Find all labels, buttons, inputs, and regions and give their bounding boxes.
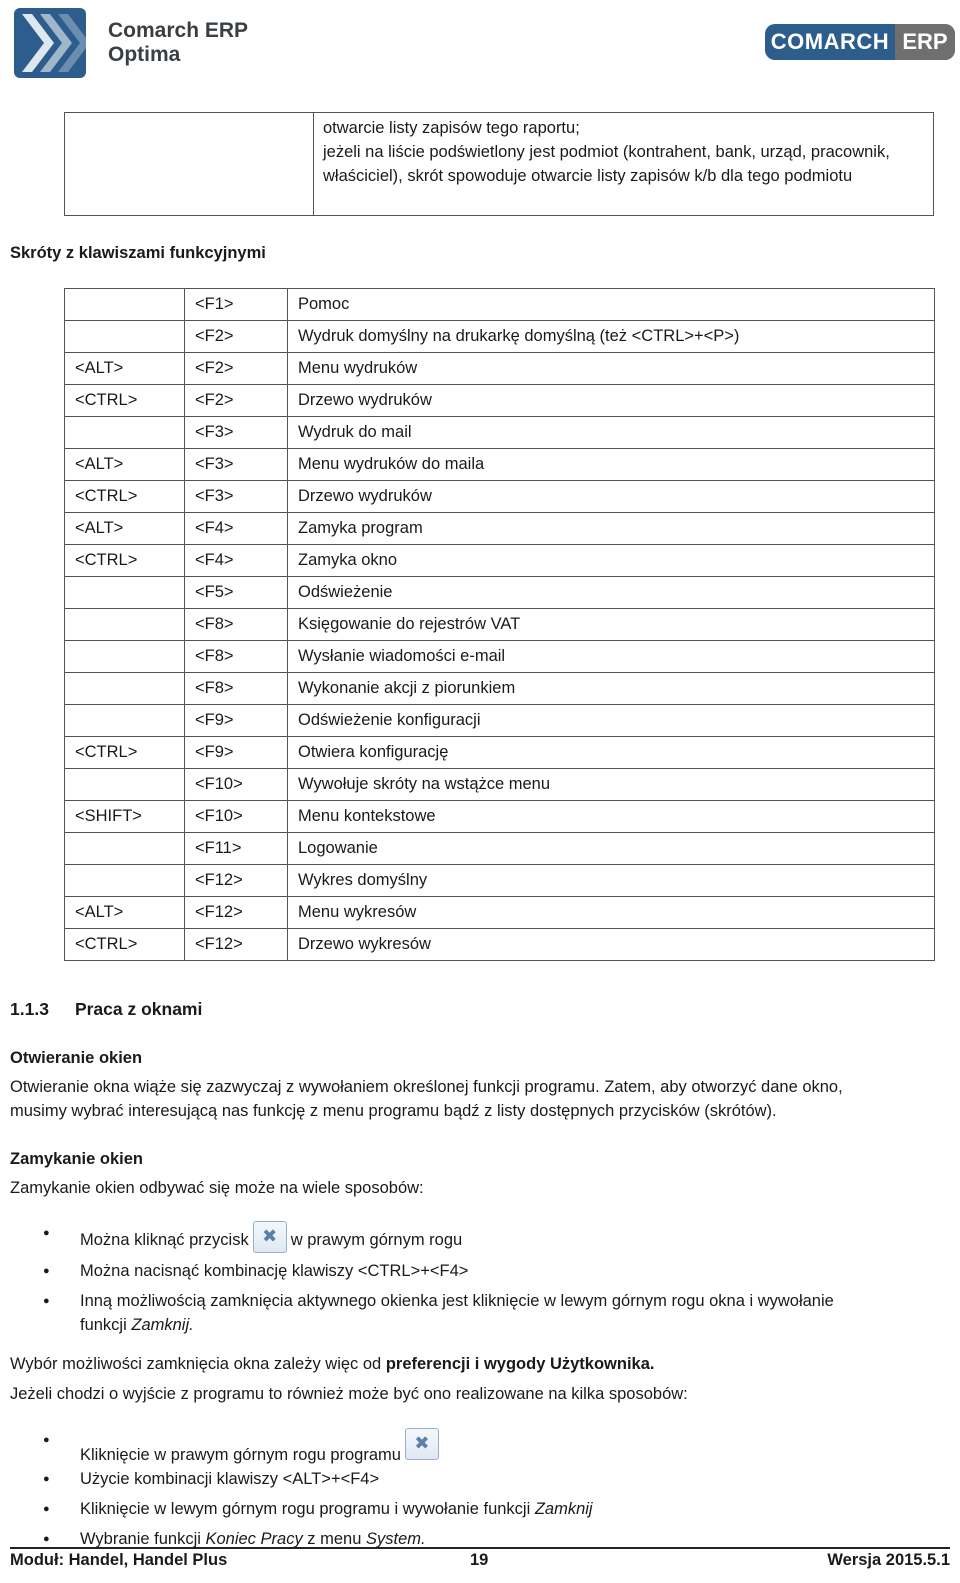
table-row bbox=[65, 673, 935, 705]
table-row bbox=[65, 833, 935, 865]
previous-row-line: otwarcie listy zapisów tego raportu; bbox=[323, 119, 580, 137]
shortcut-modifier bbox=[65, 833, 185, 865]
shortcut-key: <F9> bbox=[185, 737, 288, 769]
shortcut-description: Odświeżenie konfiguracji bbox=[288, 705, 935, 737]
opening-paragraph-line: musimy wybrać interesującą nas funkcję z menu programu bądź z listy dostępnych przycisków (skrótów). bbox=[10, 1102, 777, 1120]
list-item-emphasis: Zamknij bbox=[534, 1500, 593, 1518]
list-item: ● Można nacisnąć kombinację klawiszy <CTRL>+<F4> bbox=[40, 1259, 940, 1283]
shortcut-modifier: <CTRL> bbox=[65, 545, 185, 577]
shortcut-description: Menu wykresów bbox=[288, 897, 935, 929]
footer-module: Moduł: Handel, Handel Plus bbox=[10, 1551, 228, 1569]
list-item-text: Inną możliwością zamknięcia aktywnego okienka jest kliknięcie w lewym górnym rogu okna i wywołanie bbox=[80, 1292, 834, 1310]
shortcut-description: Odświeżenie bbox=[288, 577, 935, 609]
table-row bbox=[65, 865, 935, 897]
table-row bbox=[65, 481, 935, 513]
close-icon: ✖ bbox=[262, 1226, 278, 1246]
shortcut-description: Zamyka okno bbox=[288, 545, 935, 577]
shortcut-key: <F10> bbox=[185, 769, 288, 801]
shortcut-modifier bbox=[65, 577, 185, 609]
section-heading-fkeys: Skróty z klawiszami funkcyjnymi bbox=[10, 244, 266, 262]
shortcut-description: Wysłanie wiadomości e-mail bbox=[288, 641, 935, 673]
shortcut-key: <F4> bbox=[185, 513, 288, 545]
text-bold: preferencji i wygody Użytkownika. bbox=[385, 1355, 655, 1373]
table-row bbox=[65, 737, 935, 769]
page-footer bbox=[10, 1547, 950, 1573]
shortcut-key: <F12> bbox=[185, 929, 288, 961]
shortcut-key: <F2> bbox=[185, 321, 288, 353]
list-item-text: Wybranie funkcji bbox=[80, 1530, 206, 1548]
shortcut-key: <F3> bbox=[185, 417, 288, 449]
shortcut-description: Drzewo wykresów bbox=[288, 929, 935, 961]
list-item: ● Użycie kombinacji klawiszy <ALT>+<F4> bbox=[40, 1467, 940, 1491]
section-heading-windows bbox=[10, 997, 202, 1021]
exit-methods-list bbox=[40, 1428, 940, 1551]
shortcut-key: <F2> bbox=[185, 385, 288, 417]
brand-comarch-text: COMARCH bbox=[770, 29, 890, 54]
shortcut-modifier: <ALT> bbox=[65, 449, 185, 481]
shortcut-description: Drzewo wydruków bbox=[288, 385, 935, 417]
list-item-text: Kliknięcie w lewym górnym rogu programu i wywołanie funkcji bbox=[80, 1500, 535, 1518]
shortcut-description: Otwiera konfigurację bbox=[288, 737, 935, 769]
shortcut-modifier: <CTRL> bbox=[65, 481, 185, 513]
shortcut-key: <F3> bbox=[185, 481, 288, 513]
table-row bbox=[65, 801, 935, 833]
footer-page-number: 19 bbox=[470, 1551, 489, 1569]
close-icon: ✖ bbox=[414, 1433, 430, 1453]
shortcut-key: <F1> bbox=[185, 289, 288, 321]
opening-paragraph-line: Otwieranie okna wiąże się zazwyczaj z wywołaniem określonej funkcji programu. Zatem, aby otworzyć dane okno, bbox=[10, 1078, 843, 1096]
shortcut-modifier bbox=[65, 769, 185, 801]
shortcut-key: <F3> bbox=[185, 449, 288, 481]
table-row bbox=[65, 417, 935, 449]
exit-intro: Jeżeli chodzi o wyjście z programu to również może być ono realizowane na kilka sposobów: bbox=[10, 1385, 688, 1403]
shortcut-description: Wykres domyślny bbox=[288, 865, 935, 897]
shortcut-modifier: <CTRL> bbox=[65, 929, 185, 961]
brand-erp-text: ERP bbox=[895, 24, 955, 60]
shortcut-modifier: <ALT> bbox=[65, 513, 185, 545]
table-row bbox=[65, 577, 935, 609]
logo-text-line1: Comarch ERP bbox=[108, 19, 249, 42]
list-item-emphasis: System. bbox=[365, 1530, 426, 1548]
shortcut-key: <F5> bbox=[185, 577, 288, 609]
shortcut-description: Wykonanie akcji z piorunkiem bbox=[288, 673, 935, 705]
optima-logo-icon bbox=[14, 8, 100, 80]
text: Wybór możliwości zamknięcia okna zależy więc od bbox=[10, 1355, 386, 1373]
shortcut-modifier bbox=[65, 609, 185, 641]
shortcut-description: Wydruk domyślny na drukarkę domyślną (też <CTRL>+<P>) bbox=[288, 321, 935, 353]
shortcut-description: Logowanie bbox=[288, 833, 935, 865]
shortcut-modifier bbox=[65, 417, 185, 449]
shortcut-table bbox=[64, 288, 935, 961]
shortcut-modifier bbox=[65, 321, 185, 353]
shortcut-description: Wywołuje skróty na wstążce menu bbox=[288, 769, 935, 801]
table-row bbox=[65, 705, 935, 737]
shortcut-modifier bbox=[65, 641, 185, 673]
shortcut-key: <F4> bbox=[185, 545, 288, 577]
closing-methods-list bbox=[40, 1221, 940, 1337]
table-row bbox=[65, 769, 935, 801]
shortcut-description: Wydruk do mail bbox=[288, 417, 935, 449]
table-row bbox=[65, 545, 935, 577]
table-row bbox=[65, 897, 935, 929]
list-item-text: w prawym górnym rogu bbox=[290, 1231, 463, 1249]
list-item-emphasis: Zamknij. bbox=[131, 1316, 194, 1334]
table-row bbox=[65, 385, 935, 417]
close-button-icon bbox=[405, 1428, 439, 1460]
shortcut-modifier bbox=[65, 705, 185, 737]
shortcut-description: Zamyka program bbox=[288, 513, 935, 545]
table-row bbox=[65, 513, 935, 545]
footer-version: Wersja 2015.5.1 bbox=[827, 1551, 950, 1569]
shortcut-key: <F2> bbox=[185, 353, 288, 385]
shortcut-key: <F8> bbox=[185, 609, 288, 641]
shortcut-description: Menu kontekstowe bbox=[288, 801, 935, 833]
closing-intro: Zamykanie okien odbywać się może na wiele sposobów: bbox=[10, 1179, 424, 1197]
shortcut-key: <F12> bbox=[185, 865, 288, 897]
comarch-erp-brand bbox=[765, 24, 955, 60]
shortcut-modifier bbox=[65, 673, 185, 705]
shortcut-modifier: <CTRL> bbox=[65, 385, 185, 417]
list-item bbox=[40, 1497, 940, 1521]
shortcut-key: <F11> bbox=[185, 833, 288, 865]
column-divider bbox=[313, 113, 314, 215]
shortcut-modifier: <SHIFT> bbox=[65, 801, 185, 833]
table-row bbox=[65, 929, 935, 961]
table-row bbox=[65, 449, 935, 481]
list-item-text: funkcji bbox=[80, 1316, 132, 1334]
shortcut-modifier bbox=[65, 289, 185, 321]
previous-table-row bbox=[64, 112, 934, 216]
comarch-optima-logo bbox=[14, 8, 249, 80]
section-number: 1.1.3 bbox=[10, 999, 49, 1019]
logo-text-line2: Optima bbox=[108, 43, 181, 66]
table-row bbox=[65, 321, 935, 353]
shortcut-table-body bbox=[65, 289, 935, 961]
list-item-text: z menu bbox=[302, 1530, 366, 1548]
close-button-icon bbox=[253, 1221, 287, 1253]
list-item-text: Kliknięcie w prawym górnym rogu programu bbox=[80, 1446, 401, 1464]
table-row bbox=[65, 641, 935, 673]
heading-closing-windows: Zamykanie okien bbox=[10, 1150, 143, 1168]
shortcut-description: Pomoc bbox=[288, 289, 935, 321]
list-item bbox=[40, 1289, 950, 1337]
list-item bbox=[40, 1428, 940, 1467]
previous-row-line: jeżeli na liście podświetlony jest podmiot (kontrahent, bank, urząd, pracownik, właściciel), skrót spowoduje otwarcie listy zapisów k/b dla tego podmiotu bbox=[323, 143, 890, 185]
shortcut-key: <F12> bbox=[185, 897, 288, 929]
table-row bbox=[65, 289, 935, 321]
shortcut-description: Menu wydruków bbox=[288, 353, 935, 385]
shortcut-description: Księgowanie do rejestrów VAT bbox=[288, 609, 935, 641]
previous-row-description bbox=[323, 116, 923, 188]
list-item-text: Można kliknąć przycisk bbox=[80, 1231, 249, 1249]
shortcut-modifier: <CTRL> bbox=[65, 737, 185, 769]
shortcut-description: Drzewo wydruków bbox=[288, 481, 935, 513]
shortcut-description: Menu wydruków do maila bbox=[288, 449, 935, 481]
closing-preference-line bbox=[10, 1352, 655, 1376]
shortcut-key: <F9> bbox=[185, 705, 288, 737]
shortcut-key: <F8> bbox=[185, 641, 288, 673]
shortcut-modifier bbox=[65, 865, 185, 897]
shortcut-key: <F10> bbox=[185, 801, 288, 833]
section-title: Praca z oknami bbox=[74, 999, 203, 1019]
shortcut-modifier: <ALT> bbox=[65, 897, 185, 929]
shortcut-modifier: <ALT> bbox=[65, 353, 185, 385]
table-row bbox=[65, 609, 935, 641]
heading-opening-windows: Otwieranie okien bbox=[10, 1049, 143, 1067]
list-item-emphasis: Koniec Pracy bbox=[205, 1530, 303, 1548]
shortcut-key: <F8> bbox=[185, 673, 288, 705]
table-row bbox=[65, 353, 935, 385]
list-item bbox=[40, 1221, 940, 1253]
